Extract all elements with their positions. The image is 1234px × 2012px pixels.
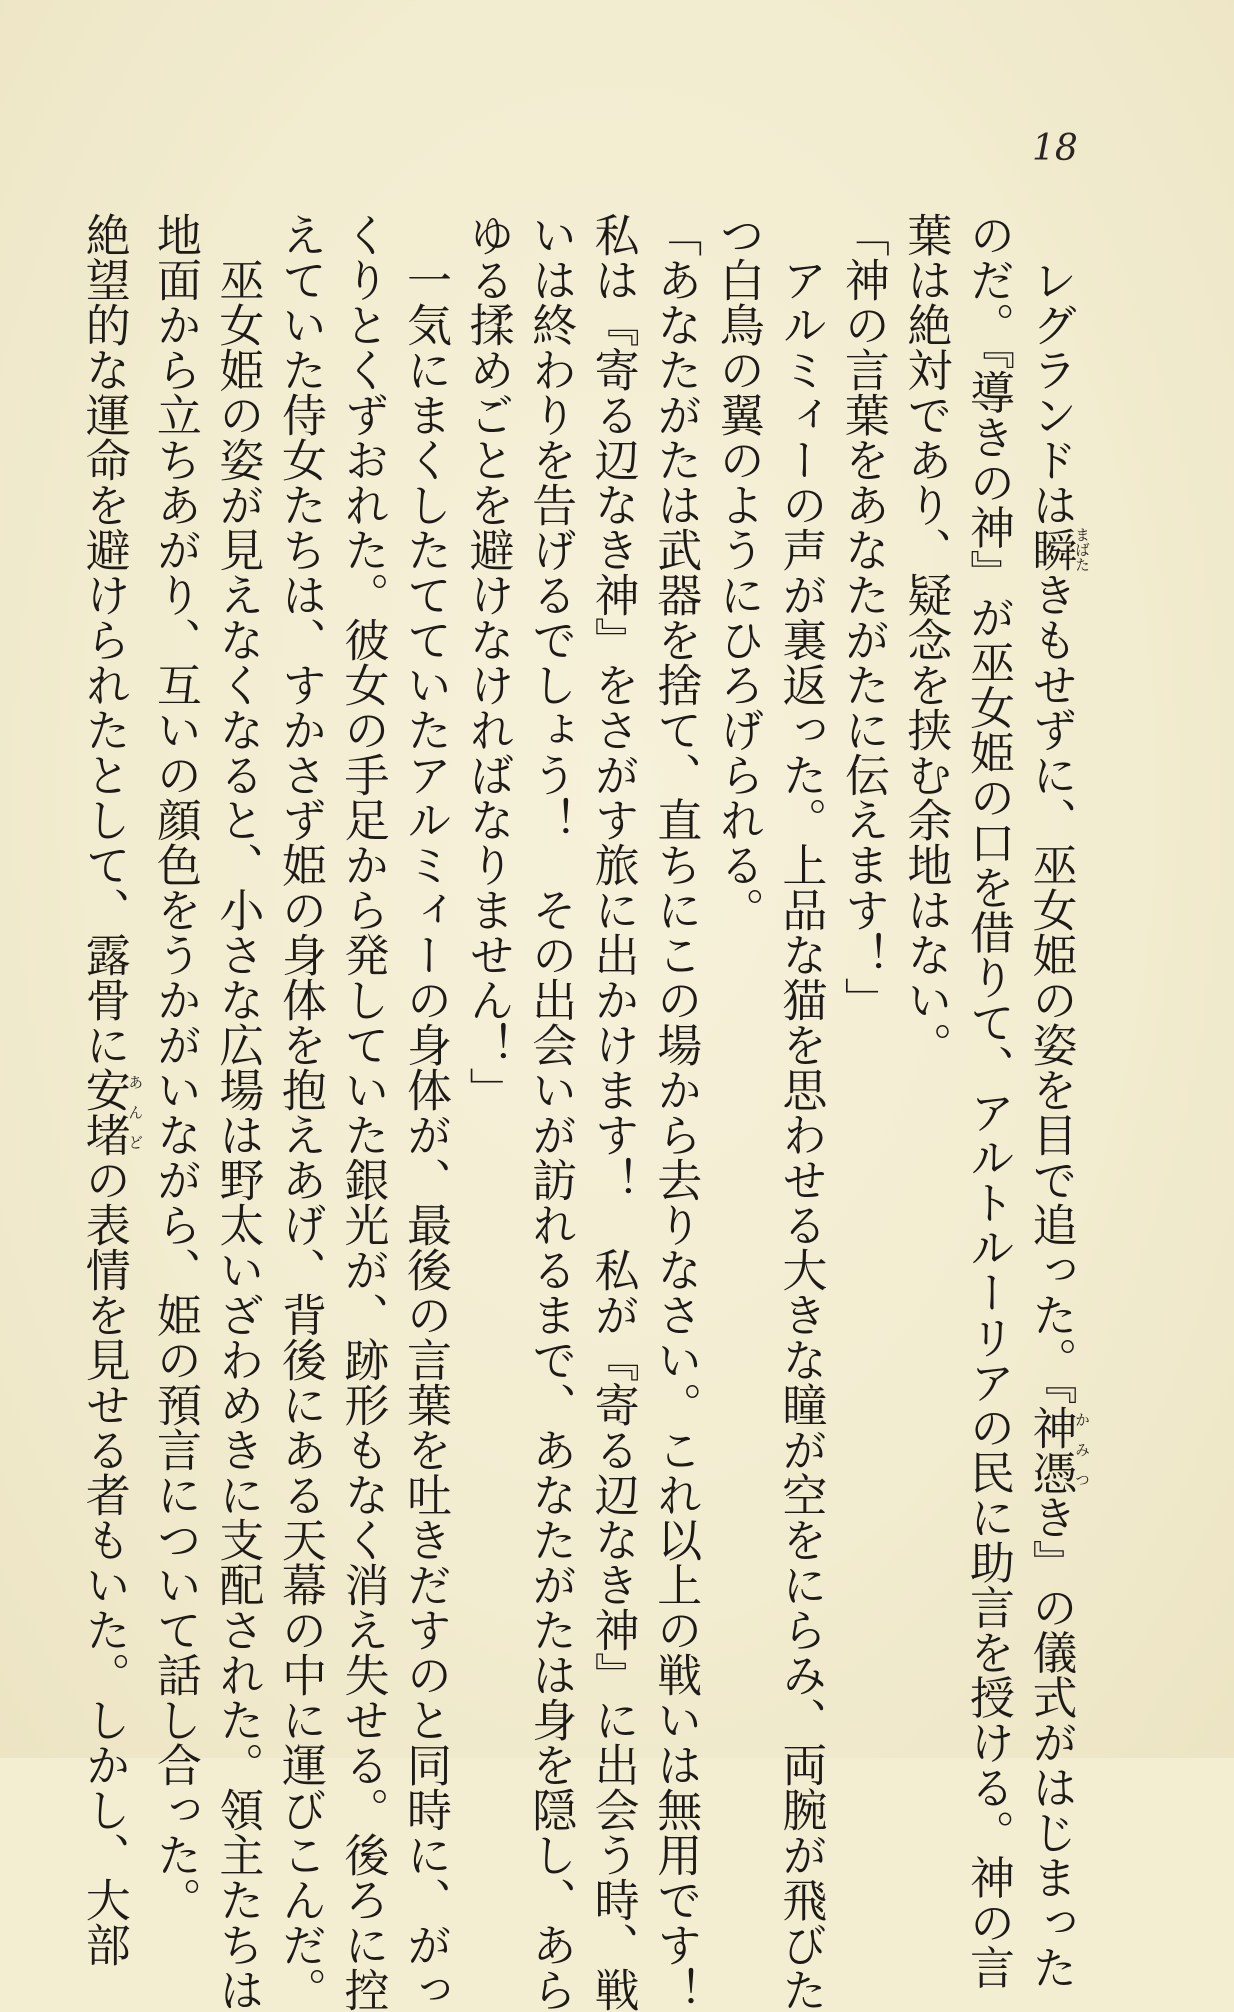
text-line: 一気にまくしたてていたアルミィーの身体が、最後の言葉を吐きだすのと同時に、がっ — [399, 212, 453, 2012]
text-line: のだ。『導きの神』が巫女姫の口を借りて、アルトルーリアの民に助言を授ける。神の言 — [961, 212, 1015, 1990]
page-number: 18 — [1032, 128, 1078, 169]
text-line: 葉は絶対であり、疑念を挟む余地はない。 — [899, 212, 953, 1067]
ruby-annotation: 安堵あんど — [77, 1067, 145, 1157]
ruby-annotation: 神憑かみつ — [1024, 1404, 1091, 1495]
ruby-annotation: 瞬まばた — [1024, 527, 1091, 572]
text-line: えていた侍女たちは、すかさず姫の身体を抱えあげ、背後にある天幕の中に運びこんだ。 — [273, 212, 327, 2012]
text-line: 私は『寄る辺なき神』をさがす旅に出かけます！ 私が『寄る辺なき神』に出会う時、戦 — [586, 212, 640, 2012]
text-line: ゆる揉めごとを避けなければなりません！」 — [461, 212, 515, 1112]
text-line: 「神の言葉をあなたがたに伝えます！」 — [836, 212, 890, 1022]
text-line: レグランドは瞬まばたきもせずに、巫女姫の姿を目で追った。『神憑かみつき』の儀式がはじまった — [1024, 212, 1091, 1990]
body-text — [77, 212, 1091, 2012]
text-line: 地面から立ちあがり、互いの顔色をうかがいながら、姫の預言について話し合った。 — [148, 212, 202, 1922]
text-line: 「あなたがたは武器を捨て、直ちにこの場から去りなさい。これ以上の戦いは無用です！ — [649, 212, 703, 2012]
text-line: つ白鳥の翼のようにひろげられる。 — [711, 212, 765, 932]
text-line: いは終わりを告げるでしょう！ その出会いが訪れるまで、あなたがたは身を隠し、あら — [524, 212, 578, 2012]
text-line: くりとくずおれた。彼女の手足から発していた銀光が、跡形もなく消え失せる。後ろに控 — [336, 212, 390, 2012]
text-line: 絶望的な運命を避けられたとして、露骨に安堵あんどの表情を見せる者もいた。しかし、大部 — [77, 212, 145, 1967]
text-line: アルミィーの声が裏返った。上品な猫を思わせる大きな瞳が空をにらみ、両腕が飛びた — [774, 212, 828, 2012]
text-line: 巫女姫の姿が見えなくなると、小さな広場は野太いざわめきに支配された。領主たちは — [211, 212, 265, 2012]
